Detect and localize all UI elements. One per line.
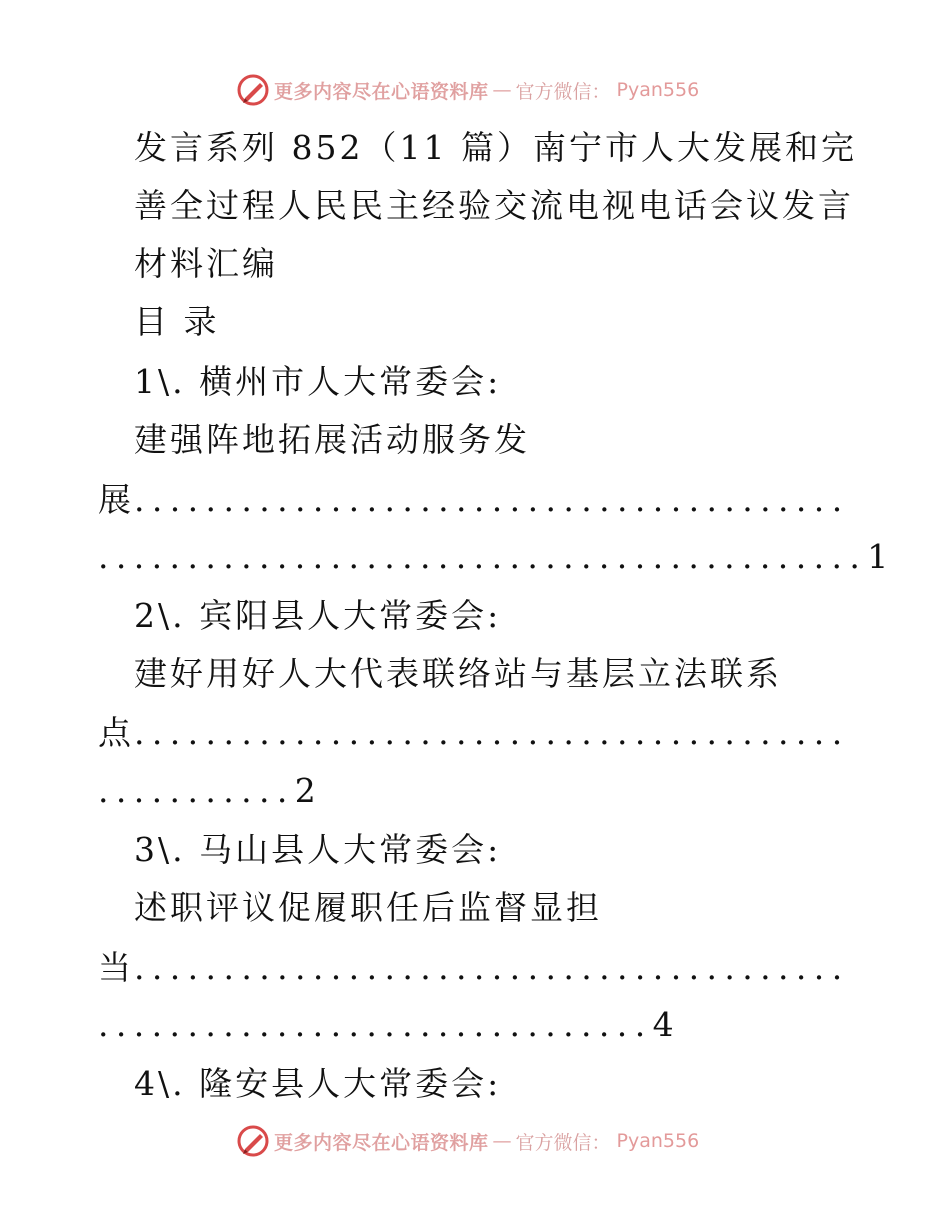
toc-entry-1-title: 建强阵地拓展活动服务发 [134,420,530,459]
footer-watermark [236,1124,699,1158]
watermark-official-label: 官方微信： [515,1131,611,1154]
toc-entry-2-org-line [134,596,501,636]
watermark-separator: — [492,79,512,101]
watermark-main-text: 更多内容尽在心语资料库 [274,1131,489,1154]
toc-entry-4-number: 4\. [134,1064,186,1103]
toc-entry-3-org-line [134,830,501,870]
toc-heading: 目 录 [134,302,220,341]
toc-entry-2-leader-dots-1: ........................................ [134,713,850,752]
toc-entry-3-leader-dots-1: ........................................ [134,948,850,987]
toc-entry-2-leader-line-2 [98,771,319,811]
toc-entry-2-number: 2\. [134,596,186,635]
toc-entry-1-leader-line-2 [98,537,891,577]
toc-entry-2-page-number: 2 [294,771,319,810]
toc-entry-1-leader-line-1 [98,480,850,520]
toc-entry-3-number: 3\. [134,830,186,869]
toc-entry-1-leader-dots-1: ........................................ [134,480,850,519]
toc-entry-3-org: 马山县人大常委会: [199,830,502,869]
toc-entry-1-page-number: 1 [867,537,892,576]
toc-entry-4-org-line [134,1064,501,1104]
toc-entry-2-title: 建好用好人大代表联络站与基层立法联系 [134,654,782,693]
watermark-separator: — [492,1130,512,1152]
toc-entry-1-leader-dots-2: ........................................... [98,537,868,576]
toc-entry-3-end-char: 当 [98,948,134,987]
pen-logo-icon [236,73,270,107]
watermark-main-text: 更多内容尽在心语资料库 [274,80,489,103]
toc-entry-3-leader-line-2 [98,1005,677,1045]
toc-entry-2-org: 宾阳县人大常委会: [199,596,502,635]
toc-entry-3-title: 述职评议促履职任后监督显担 [134,888,602,927]
watermark-official-label: 官方微信： [515,80,611,103]
title-line-1: 发言系列 852（11 篇）南宁市人大发展和完 [134,128,857,167]
toc-entry-1-end-char: 展 [98,480,134,519]
toc-entry-2-leader-line-1 [98,713,850,753]
title-line-2: 善全过程人民民主经验交流电视电话会议发言 [134,186,854,225]
toc-entry-3-page-number: 4 [652,1005,677,1044]
toc-entry-2-leader-dots-2: ........... [98,771,295,810]
toc-entry-3-leader-line-1 [98,948,850,988]
toc-entry-1-number: 1\. [134,362,186,401]
toc-entry-3-leader-dots-2: ............................... [98,1005,653,1044]
watermark-wechat-id: Pyan556 [616,79,700,101]
pen-logo-icon [236,1124,270,1158]
toc-entry-1-org-line [134,362,501,402]
toc-entry-4-org: 隆安县人大常委会: [199,1064,502,1103]
title-line-3: 材料汇编 [134,244,278,283]
watermark-wechat-id: Pyan556 [616,1130,700,1152]
toc-entry-1-org: 横州市人大常委会: [199,362,502,401]
toc-entry-2-end-char: 点 [98,713,134,752]
header-watermark [236,73,699,107]
